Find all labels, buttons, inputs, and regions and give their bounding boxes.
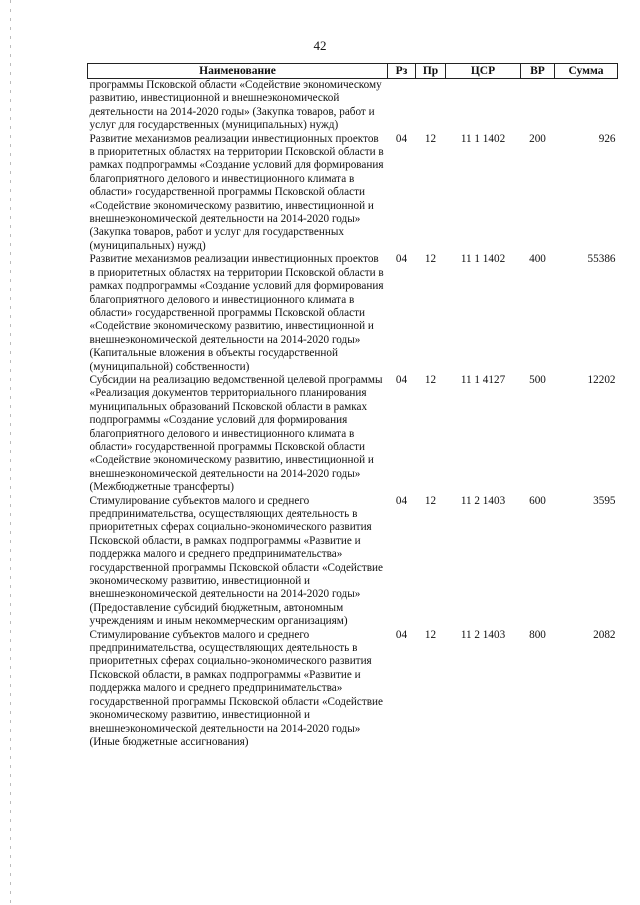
header-pr: Пр <box>416 64 446 79</box>
table-row <box>88 495 618 629</box>
row-pr: 12 <box>424 253 437 266</box>
row-name: Развитие механизмов реализации инвестиционных проектов в приоритетных областях на территории Псковской области в рамках подпрограммы «Создание условий для формирования благоприятного делового и инвестиционного климата в области» государственной программы Псковской области «Содействие экономическому развитию, инвестиционной и внешнеэкономической деятельности на 2014-2020 годы» (Закупка товаров, работ и услуг для государственных (муниципальных) нужд) <box>89 132 384 252</box>
header-sum: Сумма <box>555 64 618 79</box>
row-rz: 04 <box>395 628 408 641</box>
row-name: Стимулирование субъектов малого и среднего предпринимательства, осуществляющих деятельность в приоритетных сферах социально-экономического развития Псковской области, в рамках подпрограммы «Развитие и поддержка малого и среднего предпринимательства» государственной программы Псковской области «Содействие экономическому развитию, инвестиционной и внешнеэкономической деятельности на 2014-2020 годы» (Иные бюджетные ассигнования) <box>89 628 384 748</box>
row-name: Стимулирование субъектов малого и среднего предпринимательства, осуществляющих деятельность в приоритетных сферах социально-экономического развития Псковской области, в рамках подпрограммы «Развитие и поддержка малого и среднего предпринимательства» государственной программы Псковской области «Содействие экономическому развитию, инвестиционной и внешнеэкономической деятельности на 2014-2020 годы» (Предоставление субсидий бюджетным, автономным учреждениям и иным некоммерческим организациям) <box>89 494 384 628</box>
row-pr: 12 <box>424 373 437 386</box>
row-vr: 600 <box>529 494 546 507</box>
row-csr: 11 1 1402 <box>460 253 506 266</box>
header-csr: ЦСР <box>446 64 521 79</box>
row-vr: 200 <box>529 132 546 145</box>
table-row-continuation <box>88 79 618 133</box>
scan-edge-line <box>10 0 11 905</box>
table-row <box>88 374 618 495</box>
row-vr: 400 <box>529 253 546 266</box>
row-rz: 04 <box>395 253 408 266</box>
row-rz: 04 <box>395 373 408 386</box>
row-vr: 800 <box>529 628 546 641</box>
row-csr: 11 1 1402 <box>460 132 506 145</box>
budget-table <box>87 63 618 749</box>
header-rz: Рз <box>388 64 416 79</box>
row-pr: 12 <box>424 132 437 145</box>
table-row <box>88 253 618 374</box>
row-sum: 3595 <box>593 494 616 507</box>
row-pr: 12 <box>424 494 437 507</box>
row-rz: 04 <box>395 132 408 145</box>
row-sum: 55386 <box>587 253 616 266</box>
row-vr: 500 <box>529 373 546 386</box>
row-rz: 04 <box>395 494 408 507</box>
header-vr: ВР <box>521 64 555 79</box>
row-csr: 11 2 1403 <box>460 628 506 641</box>
row-name: Развитие механизмов реализации инвестиционных проектов в приоритетных областях на территории Псковской области в рамках подпрограммы «Создание условий для формирования благоприятного делового и инвестиционного климата в области» государственной программы Псковской области «Содействие экономическому развитию, инвестиционной и внешнеэкономической деятельности на 2014-2020 годы» (Капитальные вложения в объекты государственной (муниципальной) собственности) <box>89 253 384 373</box>
table-header-row <box>88 64 618 79</box>
row-sum: 2082 <box>593 628 616 641</box>
header-name: Наименование <box>88 64 388 79</box>
table-row <box>88 629 618 750</box>
row-csr: 11 2 1403 <box>460 494 506 507</box>
row-name: Субсидии на реализацию ведомственной целевой программы «Реализация документов территориального планирования муниципальных образований Псковской области в рамках подпрограммы «Создание условий для формирования благоприятного делового и инвестиционного климата в области» государственной программы Псковской области «Содействие экономическому развитию, инвестиционной и внешнеэкономической деятельности на 2014-2020 годы» (Межбюджетные трансферты) <box>89 373 383 494</box>
row-sum: 926 <box>598 132 616 145</box>
page-number: 42 <box>313 38 327 53</box>
table-row <box>88 133 618 254</box>
row-sum: 12202 <box>587 373 616 386</box>
row-pr: 12 <box>424 628 437 641</box>
continuation-text: программы Псковской области «Содействие экономическому развитию, инвестиционной и внешнеэкономической деятельности на 2014-2020 годы» (Закупка товаров, работ и услуг для государственных (муниципальных) нужд) <box>89 79 382 132</box>
row-csr: 11 1 4127 <box>460 373 506 386</box>
